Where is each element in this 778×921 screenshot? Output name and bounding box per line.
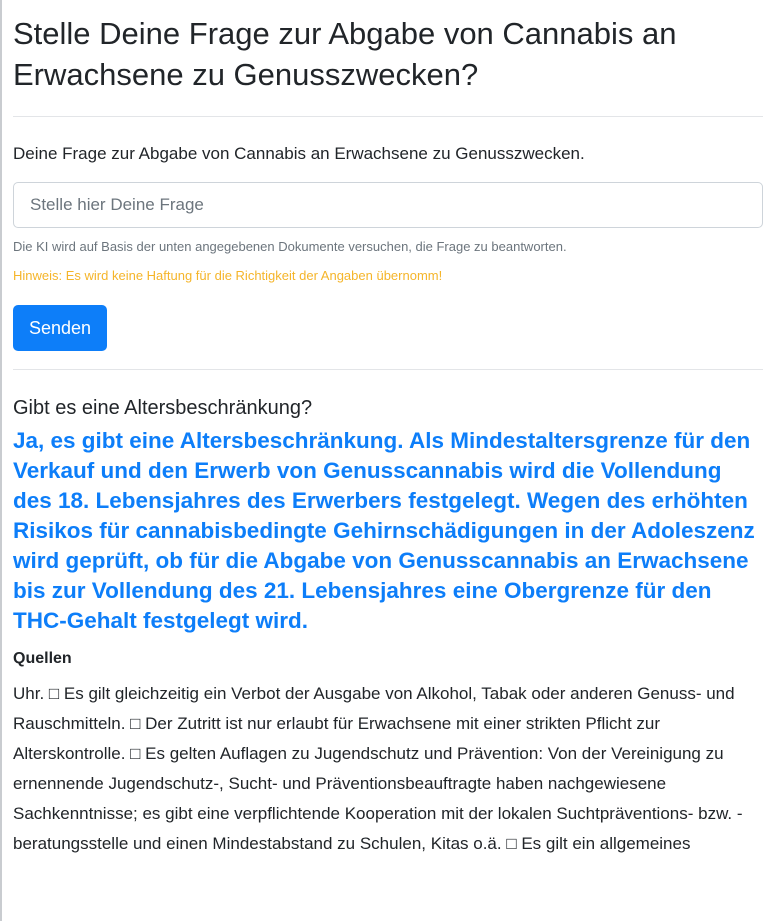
divider [13, 116, 763, 117]
answer-text: Ja, es gibt eine Altersbeschränkung. Als Mindestaltersgrenze für den Verkauf und den Erwerb von Genusscannabis wird die Vollendung des 18. Lebensjahres des Erwerbers festgelegt. Wegen des erhöhten Risikos für cannabisbedingte Gehirnschädigungen in der Adoleszenz wird geprüft, ob für die Abgabe von Genusscannabis an Erwachsene bis zur Vollendung des 21. Lebensjahres eine Obergrenze für den THC-Gehalt festgelegt wird. [13, 428, 755, 633]
question-input[interactable] [13, 182, 763, 228]
help-text: Die KI wird auf Basis der unten angegebenen Dokumente versuchen, die Frage zu beantworten. [13, 239, 567, 254]
liability-warning: Hinweis: Es wird keine Haftung für die Richtigkeit der Angaben übernomm! [13, 268, 443, 283]
sources-text: Uhr. □ Es gilt gleichzeitig ein Verbot der Ausgabe von Alkohol, Tabak oder anderen Genuss- und Rauschmitteln. □ Der Zutritt ist nur erlaubt für Erwachsene mit einer strikten Pflicht zur Alterskontrolle. □ Es gelten Auflagen zu Jugendschutz und Prävention: Von der Vereinigung zu ernennende Jugendschutz-, Sucht- und Präventionsbeauftragte haben nachgewiesene Sachkenntnisse; es gibt eine verpflichtende Kooperation mit der lokalen Suchtpräventions- bzw. -beratungsstelle und einen Mindestabstand zu Schulen, Kitas o.ä. □ Es gilt ein allgemeines [13, 684, 743, 853]
question-label: Deine Frage zur Abgabe von Cannabis an Erwachsene zu Genusszwecken. [13, 144, 585, 163]
result-section [13, 395, 763, 859]
divider [13, 369, 763, 370]
question-form [13, 143, 763, 351]
left-border [0, 0, 2, 921]
sources-heading: Quellen [13, 650, 72, 667]
asked-question: Gibt es eine Altersbeschränkung? [13, 397, 313, 419]
page-title: Stelle Deine Frage zur Abgabe von Cannabis an Erwachsene zu Genusszwecken? [13, 16, 677, 92]
main-content [13, 0, 763, 859]
send-button[interactable]: Senden [13, 305, 107, 351]
